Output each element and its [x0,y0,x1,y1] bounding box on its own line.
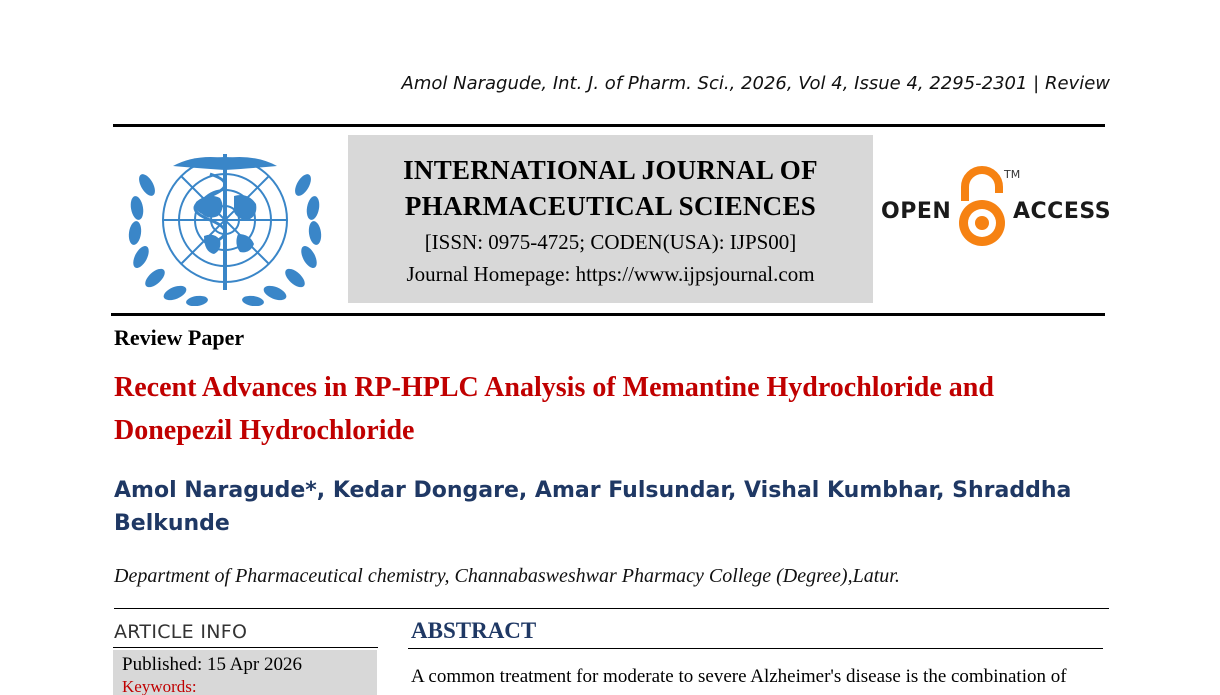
open-lock-icon [953,165,1011,251]
open-access-open-text: OPEN [881,199,952,224]
published-date: Published: 15 Apr 2026 [122,654,302,675]
journal-homepage: Journal Homepage: https://www.ijpsjournal.com [406,262,815,286]
abstract-heading: ABSTRACT [411,618,537,643]
article-info-box [113,650,377,695]
un-emblem-caduceus-icon [126,140,324,306]
open-access-logo [880,165,1112,253]
affiliation-rule [114,608,1109,609]
paper-type: Review Paper [114,325,245,350]
abstract-text: A common treatment for moderate to severe Alzheimer's disease is the combination of [411,666,1067,687]
journal-masthead [348,135,873,303]
keywords-label: Keywords: [122,677,197,695]
article-info-rule [113,647,378,648]
journal-title-line-1: INTERNATIONAL JOURNAL OF [403,155,818,185]
header-rule-top [113,124,1105,127]
header-rule-bottom [111,313,1105,316]
abstract-rule [408,648,1103,649]
open-access-access-text: ACCESS [1013,199,1112,224]
paper-title: Recent Advances in RP-HPLC Analysis of Memantine Hydrochloride and Donepezil Hydrochloride [114,372,994,446]
author-affiliation: Department of Pharmaceutical chemistry, Channabasweshwar Pharmacy College (Degree),Latur. [114,565,900,587]
running-citation: Amol Naragude, Int. J. of Pharm. Sci., 2026, Vol 4, Issue 4, 2295-2301 | Review [401,73,1110,94]
journal-issn: [ISSN: 0975-4725; CODEN(USA): IJPS00] [424,230,797,254]
journal-title-line-2: PHARMACEUTICAL SCIENCES [404,191,817,221]
open-access-trademark: TM [1004,168,1021,181]
author-list: Amol Naragude*, Kedar Dongare, Amar Fulsundar, Vishal Kumbhar, Shraddha Belkunde [114,478,1072,536]
article-info-heading: ARTICLE INFO [114,621,248,643]
